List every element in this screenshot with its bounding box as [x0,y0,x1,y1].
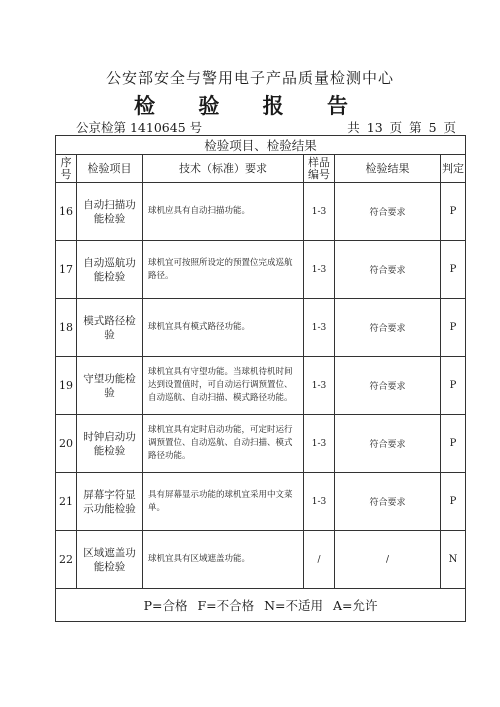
table-header-row [56,155,466,183]
column-header-item: 检验项目 [77,155,143,183]
verdict: P [441,299,466,357]
inspection-result: / [335,531,441,589]
requirement: 球机应具有自动扫描功能。 [143,183,304,241]
column-header-no: 序号 [56,155,77,183]
requirement: 球机宜具有模式路径功能。 [143,299,304,357]
requirement: 具有屏幕显示功能的球机宜采用中文菜单。 [143,473,304,531]
sample-number: 1-3 [304,415,335,473]
sample-number: 1-3 [304,473,335,531]
sample-number: / [304,531,335,589]
requirement: 球机宜可按照所设定的预置位完成巡航路径。 [143,241,304,299]
requirement: 球机宜具有定时启动功能，可定时运行调预置位、自动巡航、自动扫描、模式路径功能。 [143,415,304,473]
verdict: P [441,415,466,473]
inspection-result: 符合要求 [335,183,441,241]
verdict: P [441,183,466,241]
inspection-item: 守望功能检验 [77,357,143,415]
verdict-legend: P=合格 F=不合格 N=不适用 A=允许 [56,589,466,622]
column-header-requirement: 技术（标准）要求 [143,155,304,183]
column-header-verdict: 判定 [441,155,466,183]
inspection-result: 符合要求 [335,415,441,473]
inspection-results-table [55,135,466,622]
table-row [56,531,466,589]
table-row [56,357,466,415]
verdict: N [441,531,466,589]
row-number: 22 [56,531,77,589]
sample-number: 1-3 [304,299,335,357]
inspection-item: 模式路径检验 [77,299,143,357]
row-number: 20 [56,415,77,473]
row-number: 16 [56,183,77,241]
section-title: 检验项目、检验结果 [56,136,466,155]
sample-number: 1-3 [304,183,335,241]
sample-number: 1-3 [304,241,335,299]
requirement: 球机宜具有守望功能。当球机待机时间达到设置值时，可自动运行调预置位、自动巡航、自动扫描、模式路径功能。 [143,357,304,415]
inspection-result: 符合要求 [335,357,441,415]
column-header-result: 检验结果 [335,155,441,183]
inspection-result: 符合要求 [335,241,441,299]
verdict: P [441,473,466,531]
organization-name: 公安部安全与警用电子产品质量检测中心 [105,69,394,87]
requirement: 球机宜具有区域遮盖功能。 [143,531,304,589]
table-row [56,473,466,531]
verdict: P [441,241,466,299]
table-row [56,241,466,299]
report-number: 公京检第 1410645 号 [76,120,203,135]
row-number: 18 [56,299,77,357]
report-title: 检 验 报 告 [134,94,366,118]
inspection-item: 自动扫描功能检验 [77,183,143,241]
table-row [56,299,466,357]
table-row [56,415,466,473]
page-info: 共 13 页 第 5 页 [347,120,456,135]
inspection-item: 区域遮盖功能检验 [77,531,143,589]
row-number: 17 [56,241,77,299]
verdict: P [441,357,466,415]
column-header-sample: 样品编号 [304,155,335,183]
inspection-item: 自动巡航功能检验 [77,241,143,299]
inspection-result: 符合要求 [335,299,441,357]
row-number: 19 [56,357,77,415]
inspection-item: 屏幕字符显示功能检验 [77,473,143,531]
inspection-result: 符合要求 [335,473,441,531]
inspection-item: 时钟启动功能检验 [77,415,143,473]
table-row [56,183,466,241]
sample-number: 1-3 [304,357,335,415]
row-number: 21 [56,473,77,531]
